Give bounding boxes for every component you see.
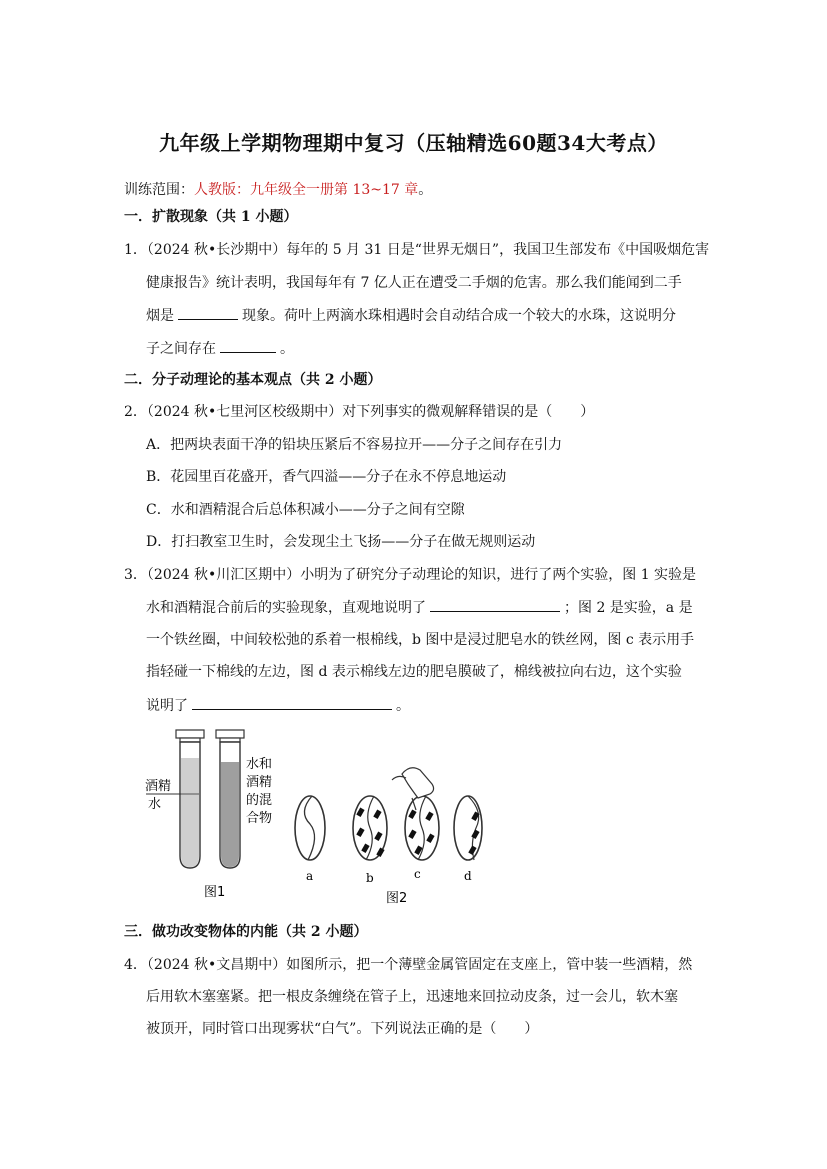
q3-line-5-text-a: 说明了 bbox=[146, 698, 188, 714]
q4-line-2: 后用软木塞塞紧。把一根皮条缠绕在管子上，迅速地来回拉动皮条，过一会儿，软木塞 bbox=[146, 989, 678, 1005]
scope-label: 训练范围： bbox=[124, 182, 194, 198]
figure-2-caption: 图2 bbox=[386, 891, 408, 906]
label-water: 水 bbox=[148, 797, 162, 812]
q1-line-2: 健康报告》统计表明，我国每年有 7 亿人正在遭受二手烟的危害。那么我们能闻到二手 bbox=[146, 275, 682, 291]
test-tube-after bbox=[216, 730, 244, 868]
scope-end: 。 bbox=[418, 182, 433, 198]
label-mixture-2: 酒精 bbox=[246, 775, 273, 790]
q1-line-1: 1．（2024 秋•长沙期中）每年的 5 月 31 日是“世界无烟日”，我国卫生部发布《中国吸烟危害 bbox=[124, 242, 710, 258]
q2-stem: 2．（2024 秋•七里河区校级期中）对下列事实的微观解释错误的是（ ） bbox=[124, 404, 595, 420]
wire-loop-a bbox=[295, 796, 325, 860]
label-a: a bbox=[306, 869, 314, 883]
q2-option-a: A．把两块表面干净的铅块压紧后不容易拉开——分子之间存在引力 bbox=[146, 437, 563, 453]
answer-blank[interactable] bbox=[430, 598, 560, 612]
label-mixture-3: 的混 bbox=[246, 793, 273, 808]
soap-film-b bbox=[353, 796, 387, 860]
label-c: c bbox=[414, 867, 421, 881]
answer-blank[interactable] bbox=[192, 696, 392, 710]
scope-value: 人教版：九年级全一册第 13~17 章 bbox=[194, 182, 419, 198]
experiment-figure bbox=[140, 728, 500, 908]
section-heading-2: 二．分子动理论的基本观点（共 2 小题） bbox=[124, 372, 382, 388]
q3-line-3: 一个铁丝圈，中间较松弛的系着一根棉线，b 图中是浸过肥皂水的铁丝网，图 c 表示用手 bbox=[146, 632, 695, 648]
answer-blank[interactable] bbox=[220, 339, 276, 353]
q1-line-3 bbox=[146, 306, 676, 325]
q1-line-3-text-b: 现象。荷叶上两滴水珠相遇时会自动结合成一个较大的水珠，这说明分 bbox=[242, 308, 676, 324]
q1-line-4-text-a: 子之间存在 bbox=[146, 341, 216, 357]
q3-line-2-text-a: 水和酒精混合前后的实验现象，直观地说明了 bbox=[146, 600, 426, 616]
q1-line-4-text-b: 。 bbox=[280, 341, 294, 357]
q3-line-5-text-b: 。 bbox=[396, 698, 410, 714]
q2-option-b: B．花园里百花盛开，香气四溢——分子在永不停息地运动 bbox=[146, 469, 507, 485]
q3-line-2-text-b: ；图 2 是实验，a 是 bbox=[564, 600, 693, 616]
figure-1-caption: 图1 bbox=[204, 885, 226, 900]
label-b: b bbox=[366, 871, 374, 885]
q3-line-5 bbox=[146, 696, 410, 715]
label-alcohol: 酒精 bbox=[145, 779, 172, 794]
q2-option-d: D．打扫教室卫生时，会发现尘土飞扬——分子在做无规则运动 bbox=[146, 534, 536, 550]
label-mixture-1: 水和 bbox=[246, 757, 273, 772]
soap-film-c bbox=[405, 796, 439, 860]
q4-line-3: 被顶开，同时管口出现雾状“白气”。下列说法正确的是（ ） bbox=[146, 1021, 539, 1037]
label-d: d bbox=[464, 869, 472, 883]
q1-line-4 bbox=[146, 339, 294, 358]
section-heading-3: 三．做功改变物体的内能（共 2 小题） bbox=[124, 924, 368, 940]
q4-line-1: 4．（2024 秋•文昌期中）如图所示，把一个薄壁金属管固定在支座上，管中装一些酒精，然 bbox=[124, 957, 693, 973]
page-title: 九年级上学期物理期中复习（压轴精选60题34大考点） bbox=[159, 131, 668, 155]
q1-line-3-text-a: 烟是 bbox=[146, 308, 174, 324]
q3-line-1: 3．（2024 秋•川汇区期中）小明为了研究分子动理论的知识，进行了两个实验，图 1 实验是 bbox=[124, 567, 697, 583]
section-heading-1: 一．扩散现象（共 1 小题） bbox=[124, 209, 298, 225]
soap-film-d bbox=[454, 796, 482, 860]
q3-line-4: 指轻碰一下棉线的左边，图 d 表示棉线左边的肥皂膜破了，棉线被拉向右边，这个实验 bbox=[146, 664, 682, 680]
answer-blank[interactable] bbox=[178, 306, 238, 320]
q2-option-c: C．水和酒精混合后总体积减小——分子之间有空隙 bbox=[146, 502, 465, 518]
q3-line-2 bbox=[146, 598, 693, 617]
label-mixture-4: 合物 bbox=[246, 811, 273, 826]
training-scope bbox=[124, 181, 432, 199]
experiment-figure-svg bbox=[140, 728, 500, 908]
